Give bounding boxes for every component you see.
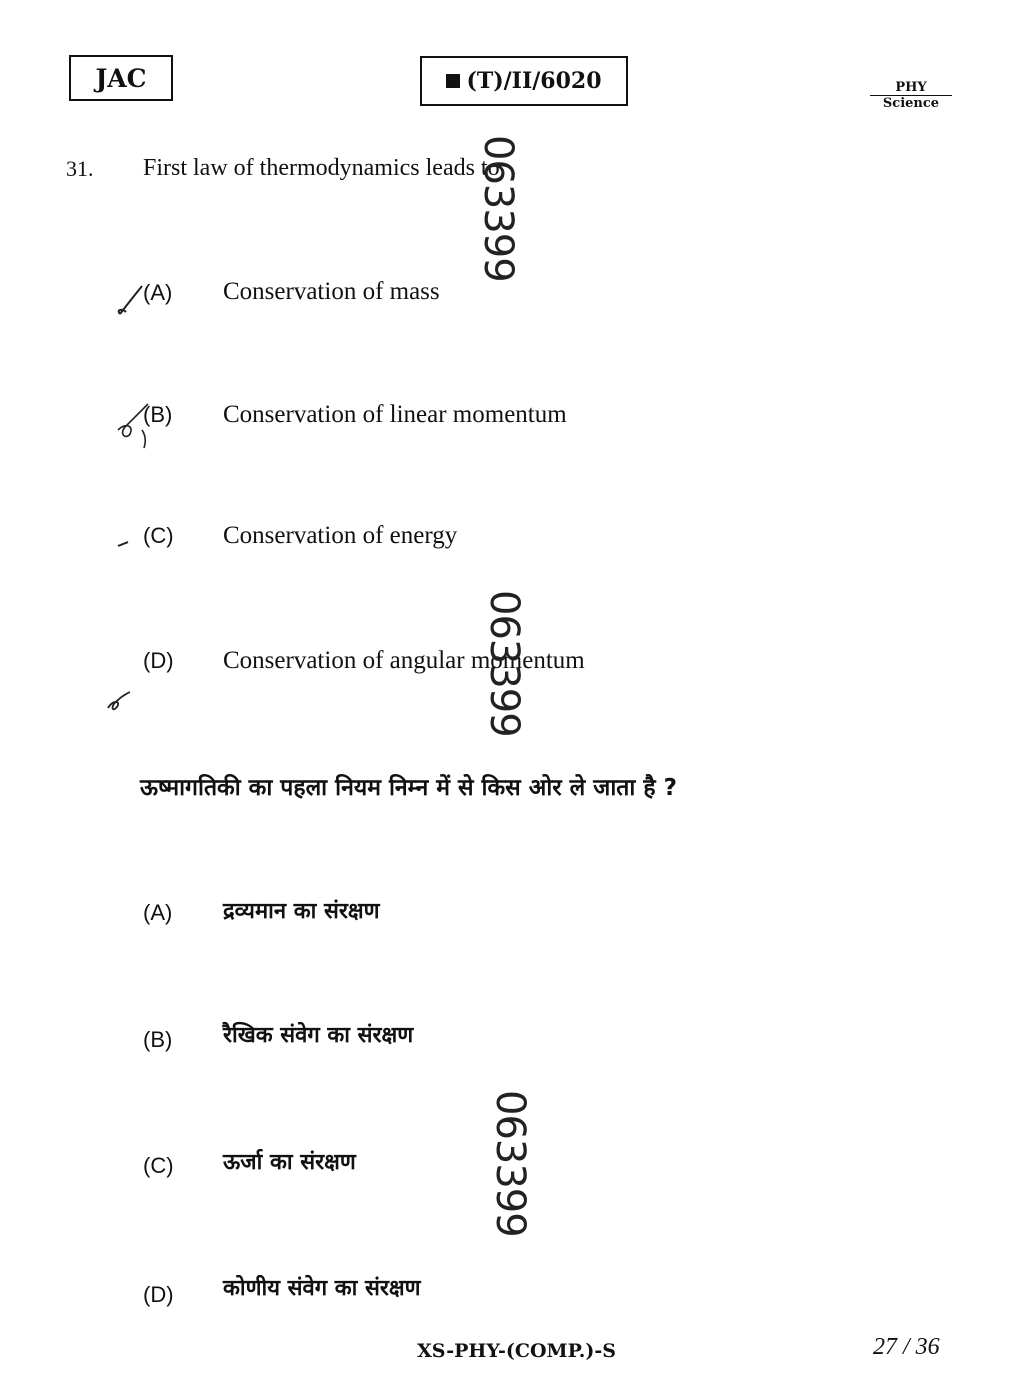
board-label: JAC [69,55,173,101]
hindi-option-letter-d: (D) [143,1282,174,1307]
option-text-c: Conservation of energy [223,522,458,549]
option-text-a: Conservation of mass [223,278,440,305]
subject-top: PHY [870,80,952,96]
hindi-option-text-c: ऊर्जा का संरक्षण [223,1150,356,1175]
page-number: 27 / 36 [873,1334,940,1360]
serial-stamp-2: 063399 [481,590,527,737]
paper-code: (T)/II/6020 [466,68,602,94]
question-text: First law of thermodynamics leads to [143,155,500,181]
handwritten-mark-a-icon [112,280,152,320]
hindi-option-text-b: रैखिक संवेग का संरक्षण [223,1023,414,1048]
option-letter-c: (C) [143,523,174,548]
option-text-b: Conservation of linear momentum [223,401,567,428]
paper-code-box [420,56,628,106]
option-letter-d: (D) [143,648,174,673]
option-letter-b: (B) [143,402,173,427]
footer-code: XS-PHY-(COMP.)-S [417,1340,616,1362]
subject-label [870,80,952,111]
question-number: 31. [66,156,94,181]
handwritten-mark-d-icon [104,690,134,714]
hindi-option-letter-b: (B) [143,1027,173,1052]
subject-bottom: Science [882,96,940,111]
handwritten-mark-b-icon [112,400,156,450]
hindi-option-letter-c: (C) [143,1153,174,1178]
serial-stamp-1: 063399 [475,135,521,282]
hindi-question-text: ऊष्मागतिकी का पहला नियम निम्न में से किस ओर ले जाता है ? [140,775,677,801]
hindi-option-text-a: द्रव्यमान का संरक्षण [223,899,380,924]
option-text-d: Conservation of angular momentum [223,647,585,674]
hindi-option-text-d: कोणीय संवेग का संरक्षण [223,1276,421,1301]
hindi-option-letter-a: (A) [143,900,173,925]
serial-stamp-3: 063399 [487,1090,533,1237]
handwritten-mark-c-icon [116,538,132,550]
square-bullet-icon [446,74,460,88]
option-letter-a: (A) [143,280,173,305]
